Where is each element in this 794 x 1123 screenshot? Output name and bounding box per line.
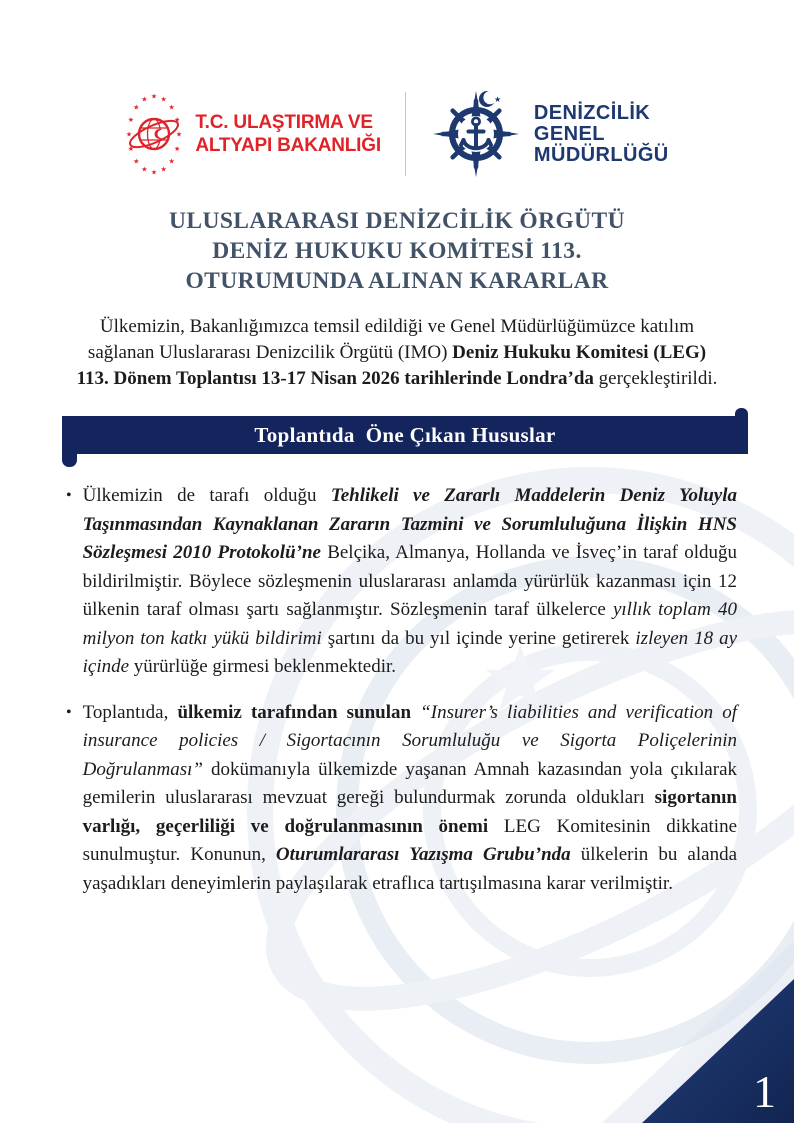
maritime-wheel-anchor-icon bbox=[430, 88, 522, 180]
bullet-icon: • bbox=[66, 487, 72, 504]
svg-text:★: ★ bbox=[493, 95, 502, 104]
text-segment: Belçika, Almanya, Hollanda ve İsveç’in taraf olduğu bildirilmiştir. Böylece sözleşmenin uluslararası anlamda yürürlük kazanması için 12 ülkenin taraf olması şartı sağlanmıştır. Sözleşmenin taraf ülkelerce bbox=[82, 542, 738, 620]
svg-text:★: ★ bbox=[128, 116, 135, 124]
tc-ministry-emblem-icon bbox=[125, 91, 183, 177]
logo-divider bbox=[405, 92, 406, 176]
directorate-logo bbox=[430, 88, 669, 180]
ministry-name-line1: T.C. ULAŞTIRMA VE bbox=[195, 112, 373, 133]
svg-text:★: ★ bbox=[168, 103, 176, 112]
bullet-list bbox=[66, 482, 737, 898]
page-title-line2: DENİZ HUKUKU KOMİTESİ 113. bbox=[212, 238, 582, 264]
text-segment: gerçekleştirildi. bbox=[593, 368, 718, 389]
text-segment: LEG Komitesinin dikkatine sunulmuştur. Konunun, bbox=[82, 815, 738, 865]
text-segment: izleyen 18 ay içinde bbox=[82, 627, 738, 677]
text-segment: Toplantıda, bbox=[82, 701, 178, 723]
bullet-icon: • bbox=[66, 703, 72, 721]
text-segment: “Insurer’s liabilities and verification of insurance policies / Sigortacının Sorumluluğu ve Sigorta Poliçelerinin Doğrulanması” bbox=[82, 701, 738, 780]
text-segment: yıllık toplam 40 milyon ton katkı yükü bildirimi bbox=[82, 599, 737, 649]
text-segment: ülkemiz tarafından sunulan bbox=[177, 701, 412, 723]
text-segment: yürürlüğe girmesi beklenmektedir. bbox=[129, 656, 397, 677]
svg-text:★: ★ bbox=[160, 165, 168, 174]
page-title-line3: OTURUMUNDA ALINAN KARARLAR bbox=[185, 268, 609, 294]
list-item bbox=[66, 699, 737, 899]
text-segment: Deniz Hukuku Komitesi (LEG) 113. Dönem Toplantısı 13-17 Nisan 2026 tarihlerinde Londra’da bbox=[76, 342, 707, 389]
text-segment: ülkelerin bu alanda yaşadıkları deneyimlerin paylaşılarak etraflıca tartışılmasına karar verilmiştir. bbox=[82, 844, 738, 894]
svg-text:★: ★ bbox=[168, 157, 176, 166]
text-segment: Ülkemizin de tarafı olduğu bbox=[82, 485, 331, 506]
header bbox=[0, 0, 794, 180]
svg-text:★: ★ bbox=[174, 116, 181, 124]
directorate-name-line2: GENEL bbox=[533, 122, 605, 145]
svg-text:★: ★ bbox=[141, 95, 148, 104]
directorate-name-line1: DENİZCİLİK bbox=[533, 101, 651, 124]
page-title bbox=[0, 206, 794, 296]
svg-text:★: ★ bbox=[141, 165, 148, 174]
ministry-logo bbox=[125, 91, 381, 177]
ministry-name bbox=[195, 111, 381, 157]
bullet-text bbox=[83, 482, 737, 682]
ministry-name-line2: ALTYAPI BAKANLIĞI bbox=[195, 135, 381, 156]
svg-text:★: ★ bbox=[128, 145, 135, 153]
directorate-name bbox=[534, 103, 669, 166]
svg-text:★: ★ bbox=[480, 631, 561, 730]
text-segment: sigortanın varlığı, geçerliliği ve doğrulanmasının önemi bbox=[82, 787, 737, 837]
svg-text:★: ★ bbox=[133, 157, 140, 166]
svg-text:★: ★ bbox=[133, 103, 140, 112]
svg-text:★: ★ bbox=[151, 168, 158, 177]
text-segment: şartını da bu yıl içinde yerine getirerek bbox=[321, 627, 636, 649]
section-banner-title: Toplantıda Öne Çıkan Hususlar bbox=[254, 423, 556, 447]
page-number: 1 bbox=[753, 1066, 776, 1117]
svg-text:★: ★ bbox=[160, 95, 168, 104]
bullet-text bbox=[83, 699, 737, 899]
text-segment: Oturumlararası Yazışma Grubu’nda bbox=[275, 844, 571, 865]
text-segment bbox=[411, 702, 420, 723]
intro-paragraph bbox=[71, 314, 723, 392]
text-segment: Ülkemizin, Bakanlığımızca temsil edildiği ve Genel Müdürlüğümüzce katılım sağlanan Uluslararası Denizcilik Örgütü (IMO) bbox=[87, 316, 695, 363]
svg-text:★: ★ bbox=[151, 92, 158, 101]
list-item bbox=[66, 482, 737, 682]
page-title-line1: ULUSLARARASI DENİZCİLİK ÖRGÜTÜ bbox=[169, 208, 625, 234]
svg-text:★: ★ bbox=[126, 130, 133, 139]
section-banner bbox=[62, 416, 748, 454]
text-segment: Tehlikeli ve Zararlı Maddelerin Deniz Yoluyla Taşınmasından Kaynaklanan Zararın Tazmini ve Sorumluluğuna İlişkin HNS Sözleşmesi 2010 Protokolü’ne bbox=[82, 485, 737, 563]
text-segment: dokümanıyla ülkemizde yaşanan Amnah kazasından yola çıkılarak gemilerin uluslararası mevzuat gereği bulundurmak zorunda oldukları bbox=[82, 758, 737, 808]
svg-text:★: ★ bbox=[176, 130, 183, 139]
directorate-name-line3: MÜDÜRLÜĞÜ bbox=[533, 143, 669, 166]
svg-text:★: ★ bbox=[174, 145, 181, 153]
